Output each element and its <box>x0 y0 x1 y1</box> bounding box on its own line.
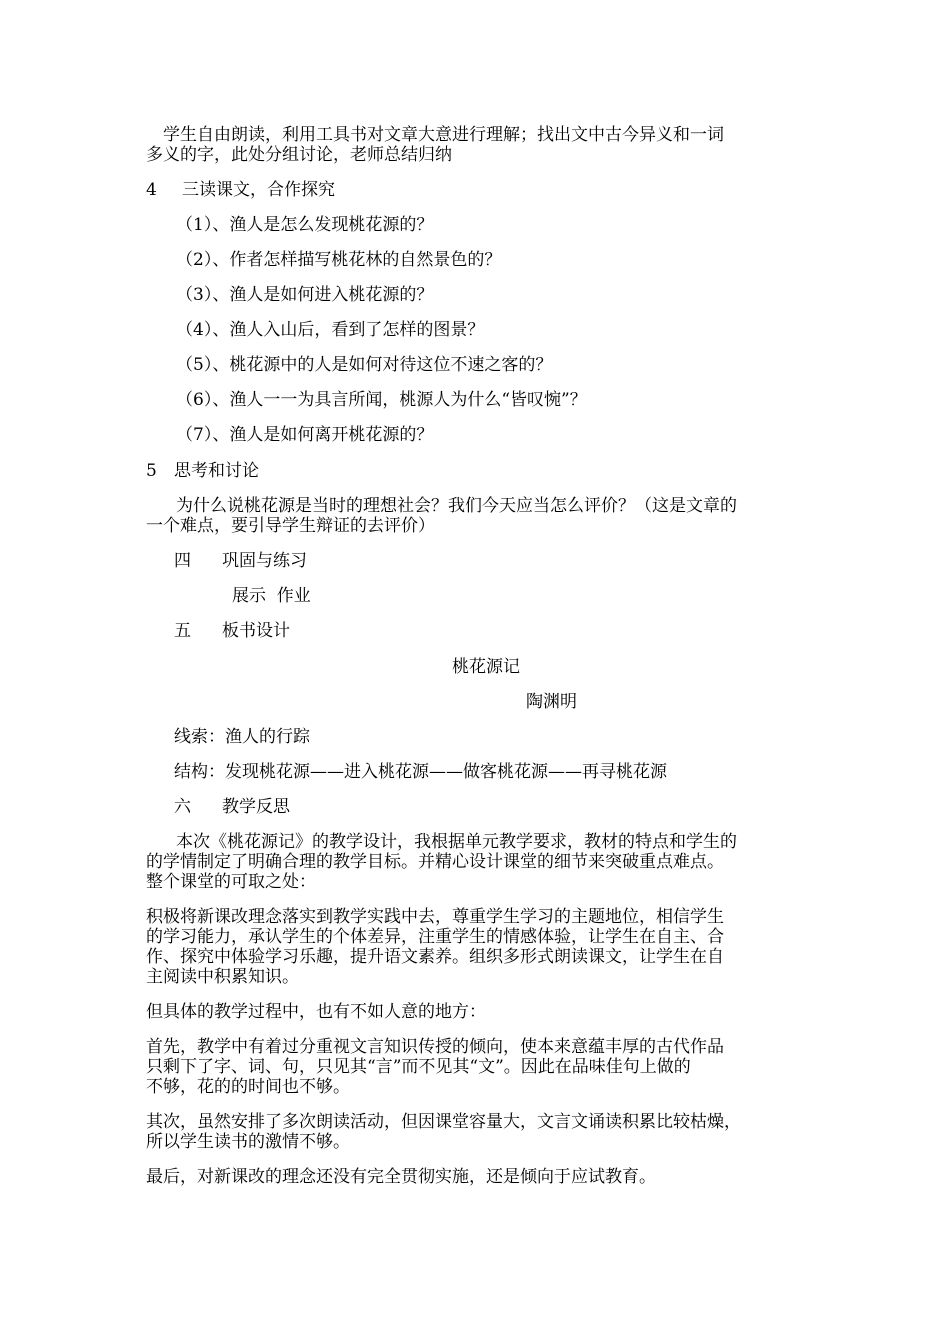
question-2: （2）、作者怎样描写桃花林的自然景色的？ <box>176 250 502 270</box>
section-4-number: 4 <box>146 180 157 200</box>
reflection-p2-line-1: 积极将新课改理念落实到教学实践中去，尊重学生学习的主题地位，相信学生 <box>146 907 724 927</box>
question-3: （3）、渔人是如何进入桃花源的？ <box>176 285 434 305</box>
reflection-p3: 但具体的教学过程中，也有不如人意的地方： <box>146 1002 486 1022</box>
question-1: （1）、渔人是怎么发现桃花源的？ <box>176 215 434 235</box>
reflection-p5-line-1: 其次，虽然安排了多次朗读活动，但因课堂容量大，文言文诵读积累比较枯燥， <box>146 1112 741 1132</box>
section-five-number: 五 <box>174 621 191 641</box>
section-5-text-line-2: 一个难点，要引导学生辩证的去评价） <box>146 516 435 536</box>
question-6: （6）、渔人一一为具言所闻，桃源人为什么“皆叹惋”？ <box>176 390 587 410</box>
section-5-title: 思考和讨论 <box>174 461 259 481</box>
board-clue: 线索：渔人的行踪 <box>174 727 310 747</box>
board-author: 陶渊明 <box>526 692 577 712</box>
section-six-number: 六 <box>174 797 191 817</box>
reflection-p4-line-3: 不够，花的的时间也不够。 <box>146 1077 350 1097</box>
reflection-p2-line-2: 的学习能力，承认学生的个体差异，注重学生的情感体验，让学生在自主、合 <box>146 927 724 947</box>
reflection-p1-line-3: 整个课堂的可取之处： <box>146 872 316 892</box>
reflection-p4-line-2: 只剩下了字、词、句，只见其“言”而不见其“文”。因此在品味佳句上做的 <box>146 1057 691 1077</box>
reflection-p6: 最后，对新课改的理念还没有完全贯彻实施，还是倾向于应试教育。 <box>146 1167 656 1187</box>
section-four-number: 四 <box>174 551 191 571</box>
board-structure: 结构：发现桃花源——进入桃花源——做客桃花源——再寻桃花源 <box>174 762 667 782</box>
reflection-p5-line-2: 所以学生读书的激情不够。 <box>146 1132 350 1152</box>
question-4: （4）、渔人入山后，看到了怎样的图景？ <box>176 320 485 340</box>
reflection-p2-line-4: 主阅读中积累知识。 <box>146 967 299 987</box>
section-5-number: 5 <box>146 461 157 481</box>
question-5: （5）、桃花源中的人是如何对待这位不速之客的？ <box>176 355 553 375</box>
reflection-p1-line-1: 本次《桃花源记》的教学设计，我根据单元教学要求，教材的特点和学生的 <box>176 832 737 852</box>
section-five-title: 板书设计 <box>222 621 290 641</box>
reflection-p2-line-3: 作、探究中体验学习乐趣，提升语文素养。组织多形式朗读课文，让学生在自 <box>146 947 724 967</box>
section-5-text-line-1: 为什么说桃花源是当时的理想社会？我们今天应当怎么评价？（这是文章的 <box>176 496 737 516</box>
intro-line-2: 多义的字，此处分组讨论，老师总结归纳 <box>146 145 452 165</box>
intro-line-1: 学生自由朗读，利用工具书对文章大意进行理解；找出文中古今异义和一词 <box>163 125 724 145</box>
section-six-title: 教学反思 <box>222 797 290 817</box>
section-4-title: 三读课文，合作探究 <box>182 180 335 200</box>
board-title: 桃花源记 <box>452 657 520 677</box>
reflection-p1-line-2: 的学情制定了明确合理的教学目标。并精心设计课堂的细节来突破重点难点。 <box>146 852 724 872</box>
section-four-sub: 展示 作业 <box>232 586 311 606</box>
section-four-title: 巩固与练习 <box>222 551 307 571</box>
reflection-p4-line-1: 首先，教学中有着过分重视文言知识传授的倾向，使本来意蕴丰厚的古代作品 <box>146 1037 724 1057</box>
question-7: （7）、渔人是如何离开桃花源的？ <box>176 425 434 445</box>
